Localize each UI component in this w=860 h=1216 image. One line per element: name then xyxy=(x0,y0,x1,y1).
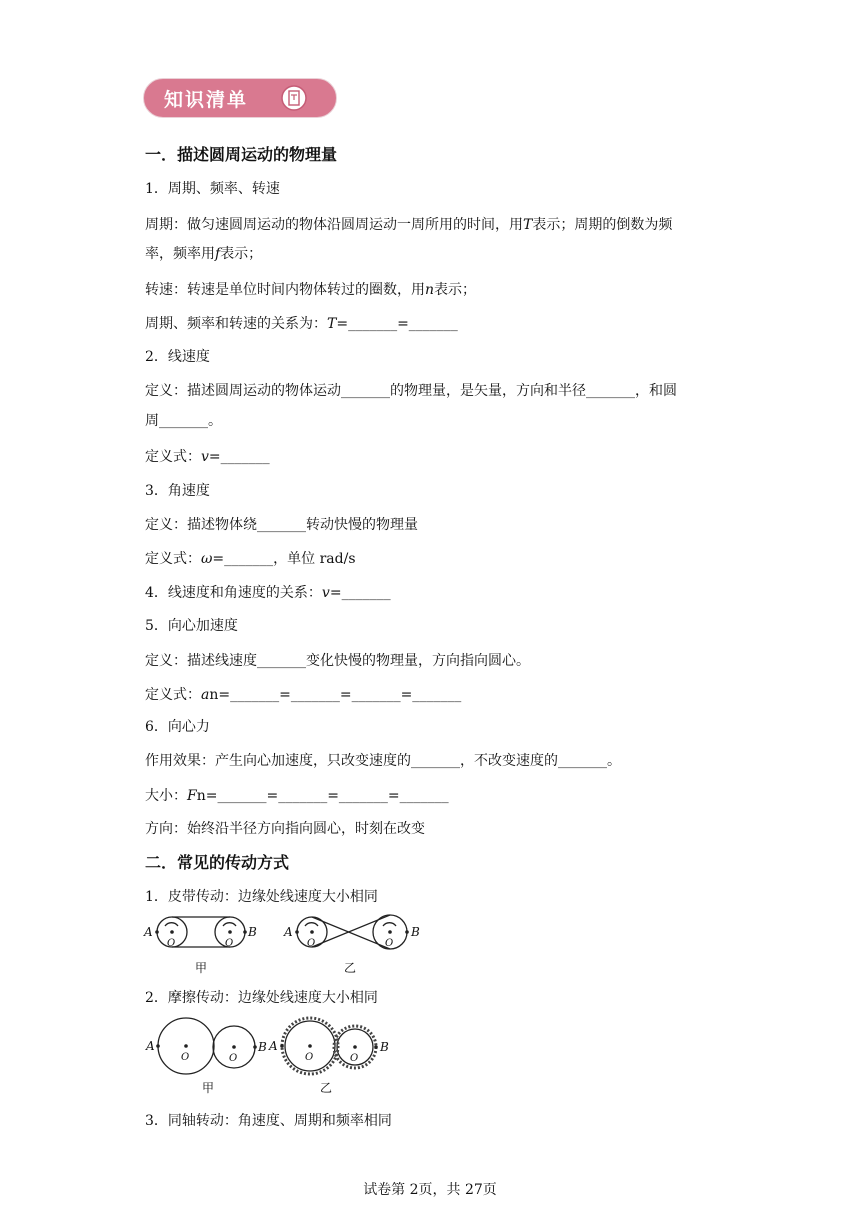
section-2-heading: 二．常见的传动方式 xyxy=(145,853,290,872)
svg-text:O: O xyxy=(385,938,394,949)
svg-text:O: O xyxy=(181,1052,190,1063)
svg-text:B: B xyxy=(258,1040,267,1054)
svg-text:B: B xyxy=(380,1040,389,1054)
svg-text:甲: 甲 xyxy=(202,1081,215,1095)
linear-def-line-1: 定义：描述圆周运动的物体运动_______的物理量，是矢量，方向和半径_______，和圆 xyxy=(145,383,677,399)
friction-drive-figure xyxy=(140,1012,400,1098)
svg-text:乙: 乙 xyxy=(320,1081,333,1095)
svg-text:A: A xyxy=(144,925,153,939)
linear-def-line-2: 周_______。 xyxy=(145,413,222,429)
svg-text:O: O xyxy=(305,1052,314,1063)
svg-text:O: O xyxy=(350,1053,359,1064)
svg-text:B: B xyxy=(411,925,420,939)
linear-formula: 定义式：v=_______ xyxy=(145,449,270,465)
page-footer: 试卷第 2页，共 27页 xyxy=(363,1182,497,1198)
force-magnitude: 大小：Fn=_______=_______=_______=_______ xyxy=(145,788,449,804)
angular-formula: 定义式：ω=_______，单位 rad/s xyxy=(145,551,356,567)
speed-line: 转速：转速是单位时间内物体转过的圈数，用n表示； xyxy=(145,282,477,298)
svg-text:O: O xyxy=(167,938,176,949)
section-1-heading: 一．描述圆周运动的物理量 xyxy=(145,145,338,164)
document-icon xyxy=(281,85,307,111)
section-badge xyxy=(143,78,337,118)
label-yi: 乙 xyxy=(344,961,357,975)
item-3-title: 3．角速度 xyxy=(145,483,210,499)
period-line-2: 率，频率用f表示； xyxy=(145,246,263,262)
label-jia: 甲 xyxy=(195,961,208,975)
svg-text:A: A xyxy=(269,1039,278,1053)
friction-title: 2．摩擦传动：边缘处线速度大小相同 xyxy=(145,990,378,1006)
belt-drive-figure xyxy=(140,910,440,978)
acceleration-formula: 定义式：an=_______=_______=_______=_______ xyxy=(145,687,462,703)
item-5-title: 5．向心加速度 xyxy=(145,618,238,634)
item-2-title: 2．线速度 xyxy=(145,349,210,365)
svg-text:A: A xyxy=(146,1039,155,1053)
angular-def: 定义：描述物体绕_______转动快慢的物理量 xyxy=(145,517,418,533)
svg-text:A: A xyxy=(284,925,293,939)
force-direction: 方向：始终沿半径方向指向圆心，时刻在改变 xyxy=(145,821,425,837)
acceleration-def: 定义：描述线速度_______变化快慢的物理量，方向指向圆心。 xyxy=(145,653,530,669)
force-effect: 作用效果：产生向心加速度，只改变速度的_______，不改变速度的_______。 xyxy=(145,753,621,769)
item-4-line: 4．线速度和角速度的关系：v=_______ xyxy=(145,585,391,601)
badge-title: 知识清单 xyxy=(164,89,249,111)
svg-text:O: O xyxy=(225,938,234,949)
period-line-1: 周期：做匀速圆周运动的物体沿圆周运动一周所用的时间，用T表示；周期的倒数为频 xyxy=(145,217,673,233)
item-6-title: 6．向心力 xyxy=(145,719,210,735)
svg-text:O: O xyxy=(229,1053,238,1064)
coaxial-title: 3．同轴转动：角速度、周期和频率相同 xyxy=(145,1113,392,1129)
svg-text:B: B xyxy=(248,925,257,939)
relation-line: 周期、频率和转速的关系为：T=_______=_______ xyxy=(145,316,458,332)
item-1-title: 1．周期、频率、转速 xyxy=(145,181,280,197)
svg-text:O: O xyxy=(307,938,316,949)
belt-title: 1．皮带传动：边缘处线速度大小相同 xyxy=(145,889,378,905)
